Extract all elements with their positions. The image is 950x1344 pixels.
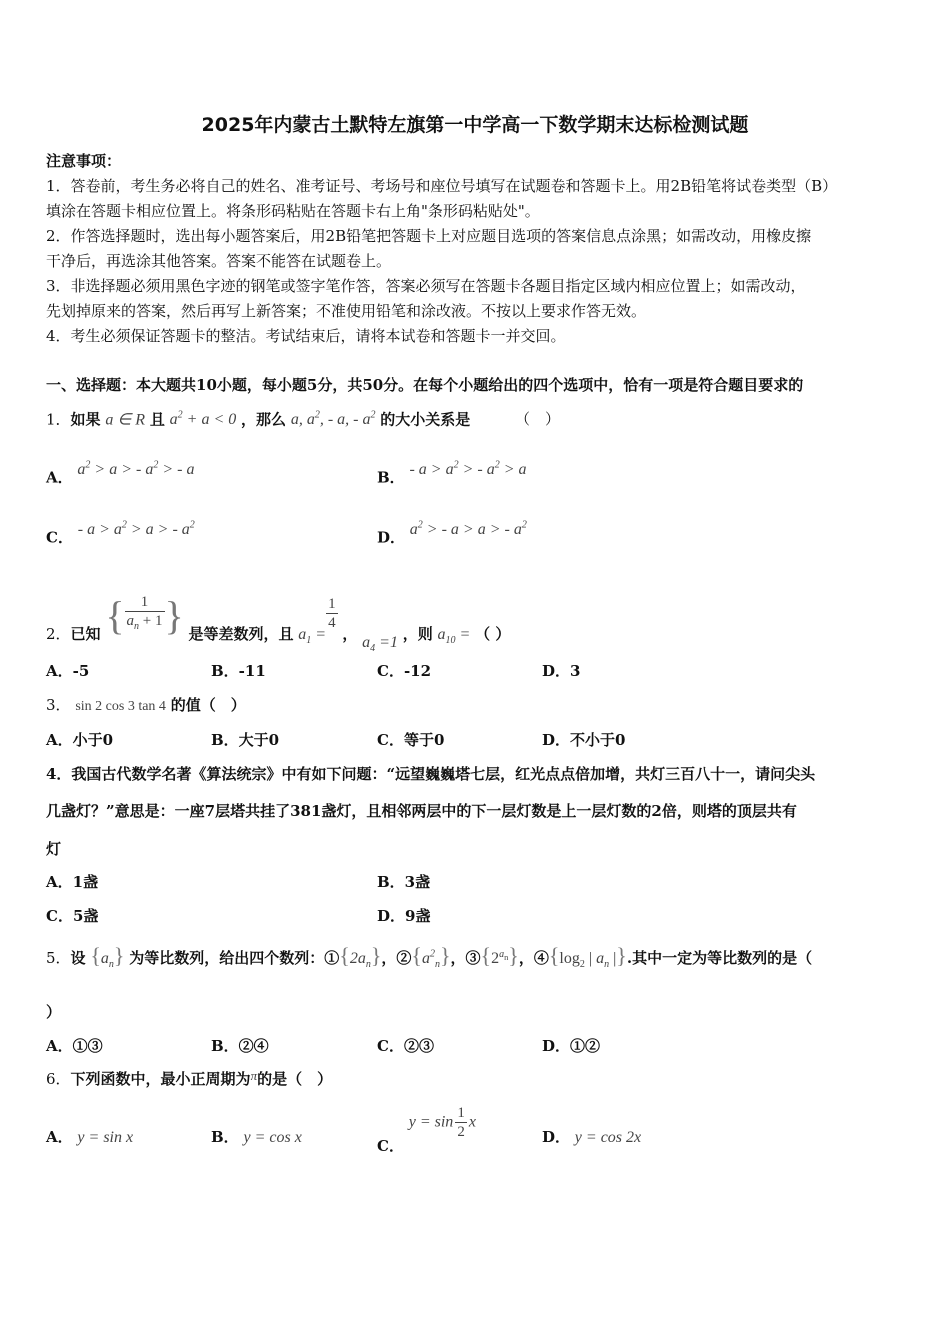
notice-line: 填涂在答题卡相应位置上。将条形码粘贴在答题卡右上角"条形码粘贴处"。: [46, 202, 540, 220]
option-d[interactable]: D．9盏: [377, 907, 431, 925]
option-label: B．: [377, 468, 405, 487]
math-expression: $a^2_n$: [421, 948, 440, 971]
notice-line: 2．作答选择题时，选出每小题答案后，用2B铅笔把答题卡上对应题目选项的答案信息点涂黑；如需改动，用橡皮擦: [46, 227, 812, 245]
question-number: 3．: [46, 696, 71, 714]
question-4-line: 灯: [46, 840, 62, 858]
option-math: - $a > a^2$ > - $a^2 > a$: [409, 460, 527, 479]
question-3: [46, 696, 246, 716]
question-number: 1．: [46, 410, 71, 429]
brace: }: [439, 943, 451, 968]
fraction-numerator: 1: [457, 1105, 465, 1121]
math-value: 1: [389, 634, 398, 651]
option-a[interactable]: A．1盏: [46, 873, 99, 891]
option-d[interactable]: D．①②: [542, 1037, 601, 1055]
brace: {: [339, 943, 350, 968]
option-b[interactable]: [211, 1128, 302, 1147]
option-c[interactable]: C．等于0: [377, 731, 445, 749]
option-d[interactable]: D．不小于0: [542, 731, 626, 749]
question-text: 是等差数列，且: [188, 625, 294, 643]
fraction-numerator: 1: [125, 593, 165, 612]
notice-line: 干净后，再选涂其他答案。答案不能答在试题卷上。: [46, 252, 392, 270]
question-text: （ ）: [475, 625, 511, 643]
option-math: $a^2$ > - a > a > - $a^2$: [409, 520, 527, 539]
question-number: 6．: [46, 1070, 71, 1088]
option-c[interactable]: C．②③: [377, 1037, 434, 1055]
question-text: 下列函数中，最小正周期为: [70, 1070, 251, 1088]
brace: {: [105, 593, 125, 638]
math-expression: $a_{10}$ =: [437, 626, 471, 647]
question-text: 已知: [70, 625, 101, 643]
fraction-numerator: 1: [328, 595, 336, 612]
math-expression: $2^{a_n}$: [491, 948, 509, 967]
question-5: [46, 943, 812, 971]
question-text: .其中一定为等比数列的是（: [626, 949, 813, 967]
question-text: 如果: [70, 410, 101, 429]
option-label: A．: [46, 468, 73, 487]
brace: }: [508, 943, 519, 968]
math-expression: sin 2 cos 3 tan 4: [75, 699, 166, 714]
question-text: 设: [70, 949, 86, 967]
question-text: 的是（ ）: [257, 1070, 333, 1088]
question-5-paren: ）: [46, 1003, 62, 1021]
fraction-denominator: $a_n + 1$: [126, 613, 163, 632]
fraction-denominator: 4: [328, 614, 336, 631]
question-text: 的值（ ）: [170, 696, 246, 714]
question-text: ，则: [402, 625, 433, 643]
option-math: y = cos 2x: [574, 1129, 642, 1146]
math-expression: $a^2 + a < 0$: [169, 410, 237, 429]
math-expression: $\log_2$ | $a_n$ |: [559, 950, 617, 971]
question-text: 为等比数列，给出四个数列：①: [129, 949, 340, 967]
fraction: [455, 1104, 467, 1141]
option-b[interactable]: B．②④: [211, 1037, 269, 1055]
option-math: $a^2 > a$ > - $a^2$ > - a: [77, 460, 195, 479]
fraction-denominator: 2: [457, 1124, 465, 1140]
fraction: [326, 595, 338, 632]
brace: }: [616, 943, 627, 968]
question-4-line: 几盏灯？”意思是：一座7层塔共挂了381盏灯，且相邻两层中的下一层灯数是上一层灯数的2倍，则塔的顶层共有: [46, 802, 797, 820]
option-a[interactable]: A．-5: [46, 662, 90, 680]
option-d[interactable]: D．3: [542, 662, 581, 680]
brace: {: [480, 943, 492, 968]
notice-line: 先划掉原来的答案，然后再写上新答案；不准使用铅笔和涂改液。不按以上要求作答无效。: [46, 302, 647, 320]
question-6: [46, 1070, 332, 1088]
math-expression: $a_n$: [100, 950, 114, 971]
brace: {: [548, 943, 560, 968]
option-label: C．: [46, 528, 73, 547]
notice-line: 1．答卷前，考生务必将自己的姓名、准考证号、考场号和座位号填写在试题卷和答题卡上。用2B铅笔将试卷类型（B）: [46, 177, 838, 195]
option-math: y = sin x: [77, 1129, 134, 1146]
notice-line: 4．考生必须保证答题卡的整洁。考试结束后，请将本试卷和答题卡一并交回。: [46, 327, 566, 345]
math-expression: $2a_n$: [349, 950, 371, 971]
option-d[interactable]: [377, 520, 527, 548]
option-b[interactable]: B．-11: [211, 662, 266, 680]
fraction: [125, 593, 165, 633]
option-math: y = sin: [408, 1113, 454, 1131]
option-c[interactable]: C．-12: [377, 662, 432, 680]
math-expression: a ∈ R: [105, 411, 146, 429]
option-label: A．: [46, 1128, 73, 1146]
option-d[interactable]: [542, 1128, 641, 1147]
notice-line: 3．非选择题必须用黑色字迹的钢笔或签字笔作答，答案必须写在答题卡各题目指定区域内相应位置上；如需改动，: [46, 277, 806, 295]
option-math: - $a > a^2 > a$ > - $a^2$: [77, 520, 195, 539]
question-text: ，: [342, 625, 358, 643]
option-a[interactable]: [46, 1128, 133, 1147]
option-label: C．: [377, 1136, 404, 1155]
question-number: 5．: [46, 949, 71, 967]
brace: {: [90, 943, 101, 968]
option-b[interactable]: [377, 460, 527, 488]
brace: }: [113, 943, 125, 968]
question-2: [46, 580, 511, 655]
question-number: 2．: [46, 625, 71, 643]
option-label: B．: [211, 1128, 239, 1146]
option-label: D．: [377, 528, 406, 547]
question-text: 的大小关系是: [380, 410, 471, 429]
question-text: ，②: [381, 949, 412, 967]
section-heading: 一、选择题：本大题共10小题，每小题5分，共50分。在每个小题给出的四个选项中，恰有一项是符合题目要求的: [46, 376, 804, 394]
option-c[interactable]: [377, 1104, 476, 1155]
option-c[interactable]: [46, 520, 195, 548]
math-expression: $a_1$ =: [298, 626, 327, 647]
option-math: y = cos x: [243, 1129, 302, 1146]
answer-paren: （ ）: [515, 410, 561, 429]
math-expression: a, $a^2$, - a, - $a^2$: [290, 410, 376, 429]
math-expression: π: [250, 1068, 258, 1083]
option-a[interactable]: A．小于0: [46, 731, 114, 749]
question-text: ，④: [518, 949, 549, 967]
question-text: ，③: [450, 949, 481, 967]
option-label: D．: [542, 1128, 571, 1146]
page-title: 2025年内蒙古土默特左旗第一中学高一下数学期末达标检测试题: [201, 114, 749, 136]
math-expression: $a_4 =1$: [362, 634, 398, 655]
option-a[interactable]: [46, 460, 195, 488]
option-b[interactable]: B．大于0: [211, 731, 280, 749]
notice-heading: 注意事项：: [46, 152, 122, 170]
brace: {: [411, 943, 422, 968]
option-a[interactable]: A．①③: [46, 1037, 103, 1055]
option-c[interactable]: C．5盏: [46, 907, 99, 925]
question-4-line: 4．我国古代数学名著《算法统宗》中有如下问题：“远望巍巍塔七层，红光点点倍加增，共灯三百八十一，请问尖头: [46, 765, 816, 783]
brace: }: [164, 593, 184, 638]
question-text: ，那么: [241, 410, 287, 429]
question-text: 且: [149, 410, 165, 429]
option-b[interactable]: B．3盏: [377, 873, 431, 891]
brace: }: [370, 943, 382, 968]
option-math: x: [468, 1113, 476, 1131]
question-1: [46, 410, 560, 430]
